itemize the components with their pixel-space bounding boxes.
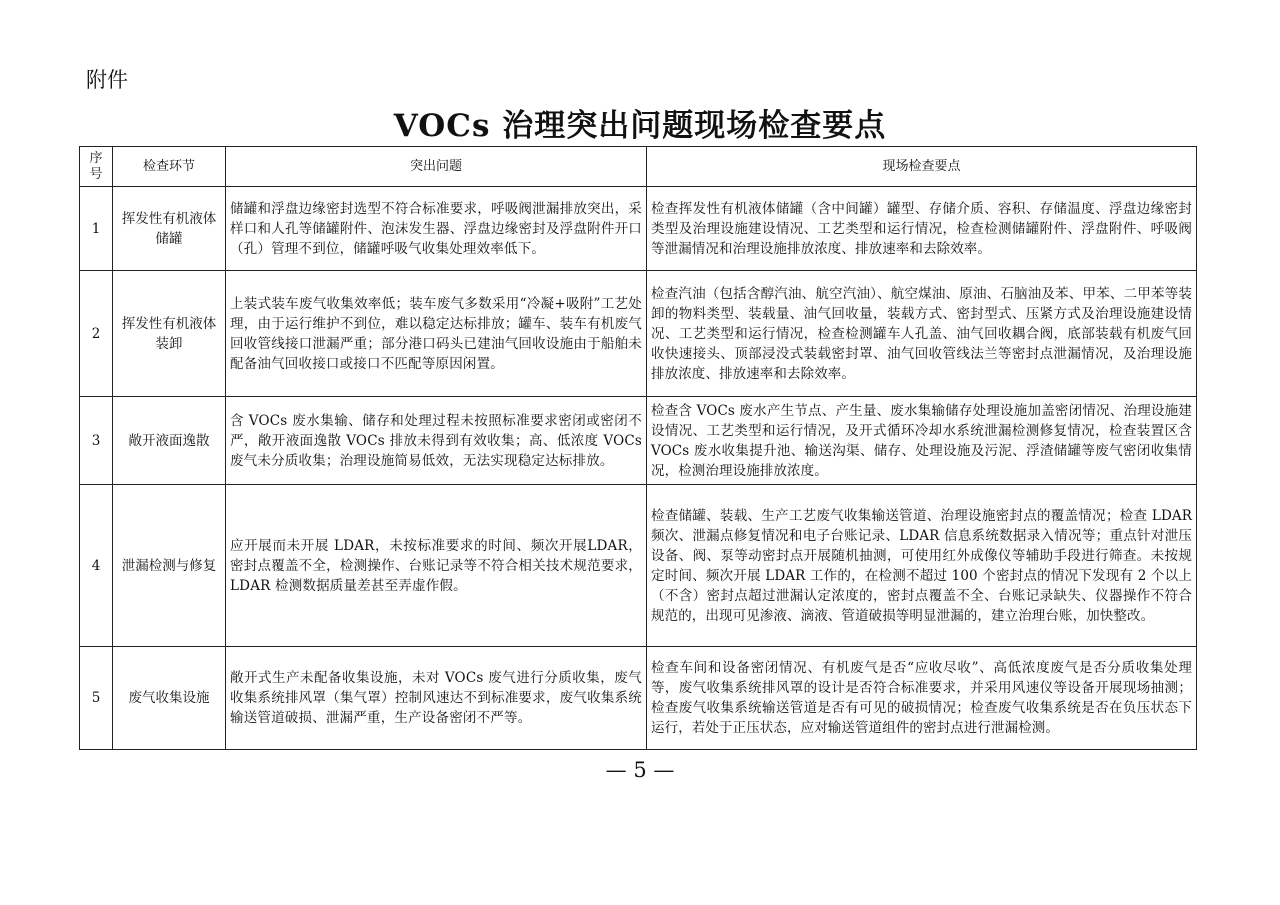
row-seq: 4 [80,485,113,647]
row-points: 检查车间和设备密闭情况、有机废气是否“应收尽收”、高低浓度废气是否分质收集处理等，废气收集系统排风罩的设计是否符合标准要求，并采用风速仪等设备开展现场抽测；检查废气收集系统输送管道是否有可见的破损情况；检查废气收集系统是否在负压状态下运行，若处于正压状态，应对输送管道组件的密封点进行泄漏检测。 [647,647,1197,750]
row-issue: 敞开式生产未配备收集设施，未对 VOCs 废气进行分质收集，废气收集系统排风罩（集气罩）控制风速达不到标准要求，废气收集系统输送管道破损、泄漏严重，生产设备密闭不严等。 [226,647,647,750]
attachment-label: 附件 [86,68,128,92]
table-row [80,647,1197,750]
header-stage: 检查环节 [113,147,226,187]
page-title: VOCs 治理突出问题现场检查要点 [393,108,887,144]
row-points: 检查挥发性有机液体储罐（含中间罐）罐型、存储介质、容积、存储温度、浮盘边缘密封类型及治理设施建设情况、工艺类型和运行情况，检查检测储罐附件、浮盘附件、呼吸阀等泄漏情况和治理设施排放浓度、排放速率和去除效率。 [647,187,1197,271]
row-stage: 挥发性有机液体装卸 [113,271,226,397]
row-points: 检查汽油（包括含醇汽油、航空汽油）、航空煤油、原油、石脑油及苯、甲苯、二甲苯等装卸的物料类型、装载量、油气回收量，装载方式、密封型式、压紧方式及治理设施建设情况、工艺类型和运行情况，检查检测罐车人孔盖、油气回收耦合阀，底部装载有机废气回收快速接头、顶部浸没式装载密封罩、油气回收管线法兰等密封点泄漏情况，及治理设施排放浓度、排放速率和去除效率。 [647,271,1197,397]
row-issue: 应开展而未开展 LDAR，未按标准要求的时间、频次开展LDAR，密封点覆盖不全，检测操作、台账记录等不符合相关技术规范要求，LDAR 检测数据质量差甚至弄虚作假。 [226,485,647,647]
table-header-row [80,147,1197,187]
header-issue: 突出问题 [226,147,647,187]
row-stage: 敞开液面逸散 [113,397,226,485]
table-row [80,485,1197,647]
header-points: 现场检查要点 [647,147,1197,187]
row-stage: 挥发性有机液体储罐 [113,187,226,271]
row-issue: 含 VOCs 废水集输、储存和处理过程未按照标准要求密闭或密闭不严，敞开液面逸散 VOCs 排放未得到有效收集；高、低浓度 VOCs 废气未分质收集；治理设施简易低效，无法实现稳定达标排放。 [226,397,647,485]
inspection-table [79,146,1197,750]
row-seq: 1 [80,187,113,271]
row-points: 检查储罐、装载、生产工艺废气收集输送管道、治理设施密封点的覆盖情况；检查 LDAR 频次、泄漏点修复情况和电子台账记录、LDAR 信息系统数据录入情况等；重点针对泄压设备、阀、泵等动密封点开展随机抽测，可使用红外成像仪等辅助手段进行筛查。未按规定时间、频次开展 LDAR 工作的，在检测不超过 100 个密封点的情况下发现有 2 个以上（不含）密封点超过泄漏认定浓度的，密封点覆盖不全、台账记录缺失、仪器操作不符合规范的，出现可见渗液、滴液、管道破损等明显泄漏的，建立治理台账，加快整改。 [647,485,1197,647]
table-row [80,271,1197,397]
row-stage: 泄漏检测与修复 [113,485,226,647]
row-seq: 2 [80,271,113,397]
header-seq: 序号 [80,147,113,187]
row-seq: 5 [80,647,113,750]
table-row [80,397,1197,485]
row-stage: 废气收集设施 [113,647,226,750]
row-issue: 上装式装车废气收集效率低；装车废气多数采用“冷凝+吸附”工艺处理，由于运行维护不到位，难以稳定达标排放；罐车、装车有机废气回收管线接口泄漏严重；部分港口码头已建油气回收设施由于船舶未配备油气回收接口或接口不匹配等原因闲置。 [226,271,647,397]
table-row [80,187,1197,271]
row-points: 检查含 VOCs 废水产生节点、产生量、废水集输储存处理设施加盖密闭情况、治理设施建设情况、工艺类型和运行情况，及开式循环冷却水系统泄漏检测修复情况，检查装置区含 VOCs 废水收集提升池、输送沟渠、储存、处理设施及污泥、浮渣储罐等废气密闭收集情况，检测治理设施排放浓度。 [647,397,1197,485]
row-issue: 储罐和浮盘边缘密封选型不符合标准要求，呼吸阀泄漏排放突出，采样口和人孔等储罐附件、泡沫发生器、浮盘边缘密封及浮盘附件开口（孔）管理不到位，储罐呼吸气收集处理效率低下。 [226,187,647,271]
page-number: — 5 — [605,758,675,782]
row-seq: 3 [80,397,113,485]
